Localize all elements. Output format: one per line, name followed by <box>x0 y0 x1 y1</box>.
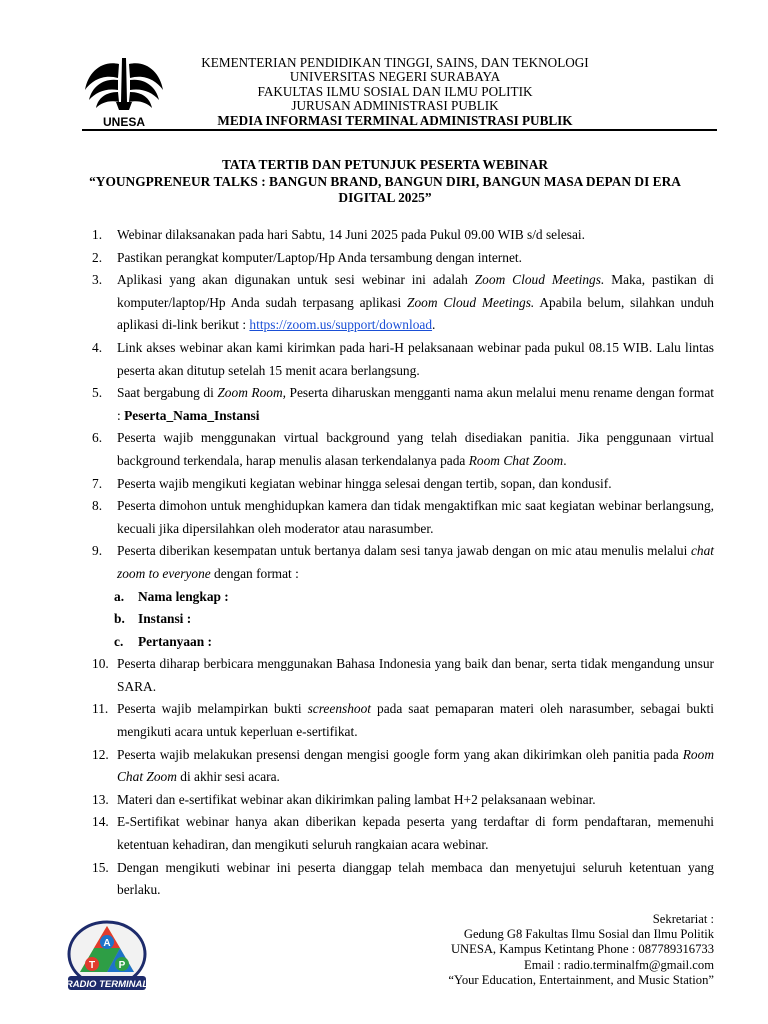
sub-item <box>92 608 714 631</box>
sub-item <box>92 631 714 654</box>
item-number: 12. <box>92 746 109 762</box>
item-number: 2. <box>92 249 103 265</box>
logo-letter: A <box>103 938 111 949</box>
logo-label: RADIO TERMINAL <box>65 979 149 990</box>
sub-item-letter: a. <box>114 588 125 604</box>
header-line: FAKULTAS ILMU SOSIAL DAN ILMU POLITIK <box>257 83 533 99</box>
list-item <box>92 653 714 698</box>
item-number: 14. <box>92 814 109 830</box>
item-number: 1. <box>92 227 103 242</box>
item-number: 11. <box>92 701 109 717</box>
list-item <box>92 857 714 902</box>
list-item <box>92 473 714 496</box>
text-run: Apabila belum, silahkan unduh aplikasi di-link berikut : <box>117 294 715 333</box>
title-line-2: “YOUNGPRENEUR TALKS : BANGUN BRAND, BANGUN DIRI, BANGUN MASA DEPAN DI ERA DIGITAL 2025” <box>89 173 681 205</box>
item-number: 9. <box>92 543 103 559</box>
item-text: Materi dan e-sertifikat webinar akan dikirimkan paling lambat H+2 pelaksanaan webinar. <box>117 791 596 807</box>
header-divider <box>82 129 717 131</box>
item-number: 10. <box>92 656 109 672</box>
item-number: 7. <box>92 475 103 491</box>
header-line: KEMENTERIAN PENDIDIKAN TINGGI, SAINS, DAN TEKNOLOGI <box>201 55 589 70</box>
item-text: Pastikan perangkat komputer/Laptop/Hp Anda tersambung dengan internet. <box>117 249 522 265</box>
text-run-italic: screenshoot <box>307 701 372 717</box>
text-run-italic: chat zoom to everyone <box>117 543 714 581</box>
item-text: E-Sertifikat webinar hanya akan diberikan kepada peserta yang terdaftar di form pendaftaran, memenuhi ketentuan kehadiran, dan mengikuti seluruh rangkaian acara webinar. <box>117 814 714 853</box>
sub-item-text: Nama lengkap : <box>138 588 229 604</box>
item-text: Webinar dilaksanakan pada hari Sabtu, 14 Juni 2025 pada Pukul 09.00 WIB s/d selesai. <box>117 227 585 242</box>
footer-line: “Your Education, Entertainment, and Music Station” <box>448 972 714 987</box>
footer-line: Email : radio.terminalfm@gmail.com <box>524 957 714 972</box>
logo-letter: T <box>88 960 96 971</box>
item-text: Dengan mengikuti webinar ini peserta dianggap telah membaca dan menyetujui seluruh ketentuan yang berlaku. <box>117 859 714 898</box>
item-text <box>117 540 714 585</box>
item-number: 6. <box>92 430 103 446</box>
secretariat-block <box>448 912 714 988</box>
item-number: 4. <box>92 339 103 355</box>
letterhead <box>0 52 768 132</box>
item-text: Link akses webinar akan kami kirimkan pada hari-H pelaksanaan webinar pada pukul 08.15 WIB. Lalu lintas peserta akan ditutup setelah 15 menit acara berlangsung. <box>117 339 714 378</box>
rules-list <box>92 224 714 902</box>
text-run: . <box>563 452 567 468</box>
item-number: 15. <box>92 859 109 875</box>
document-title <box>60 157 710 207</box>
list-item <box>92 811 714 856</box>
item-text <box>117 382 714 427</box>
list-item <box>92 744 714 789</box>
text-run: dengan format : <box>210 565 299 581</box>
sub-item-text: Pertanyaan : <box>138 633 213 649</box>
text-run: Aplikasi yang akan digunakan untuk sesi webinar ini adalah <box>117 272 475 288</box>
text-run-italic: Room Chat Zoom <box>468 452 564 468</box>
text-run: Peserta diberikan kesempatan untuk bertanya dalam sesi tanya jawab dengan on mic atau menulis melalui <box>117 543 691 559</box>
logo-letter: P <box>118 960 126 971</box>
text-run: di akhir sesi acara. <box>176 769 280 785</box>
footer-line: Sekretariat : <box>652 912 714 926</box>
text-run: Peserta wajib menggunakan virtual background yang telah disediakan panitia. Jika penggunaan virtual background terkendala, harap menulis alasan terkendalanya pada <box>117 430 714 468</box>
list-item <box>92 495 714 540</box>
item-text <box>117 427 714 472</box>
item-number: 8. <box>92 498 103 514</box>
header-line: UNIVERSITAS NEGERI SURABAYA <box>289 69 501 85</box>
item-number: 5. <box>92 385 103 401</box>
footer-line: UNESA, Kampus Ketintang Phone : 087789316733 <box>450 942 714 957</box>
radio-terminal-logo <box>62 918 152 996</box>
list-item <box>92 224 714 247</box>
item-number: 3. <box>92 272 103 288</box>
text-run-italic: Room Chat Zoom <box>117 746 714 785</box>
text-run: Peserta wajib melampirkan bukti <box>117 701 308 717</box>
unesa-logo <box>82 52 166 130</box>
list-item <box>92 789 714 812</box>
text-run-italic: Zoom Cloud Meetings. <box>474 272 605 288</box>
text-run-italic: Zoom Cloud Meetings. <box>407 294 535 310</box>
header-line: JURUSAN ADMINISTRASI PUBLIK <box>291 98 499 114</box>
institution-block <box>190 56 600 128</box>
list-item <box>92 247 714 270</box>
text-run: Maka, pastikan di komputer/laptop/Hp Anda sudah terpasang aplikasi <box>117 272 714 310</box>
item-text <box>117 269 714 337</box>
list-item <box>92 382 714 427</box>
list-item <box>92 698 714 743</box>
item-text <box>117 744 714 789</box>
item-number: 13. <box>92 791 109 807</box>
footer-line: Gedung G8 Fakultas Ilmu Sosial dan Ilmu Politik <box>463 927 714 942</box>
sub-item-letter: c. <box>114 633 124 649</box>
item-text <box>117 698 714 743</box>
text-run: Peserta diharuskan mengganti nama akun melalui menu rename dengan format : <box>117 385 714 423</box>
list-item <box>92 540 714 585</box>
sub-item-letter: b. <box>114 611 125 627</box>
list-item <box>92 269 714 337</box>
list-item <box>92 427 714 472</box>
header-subtitle: MEDIA INFORMASI TERMINAL ADMINISTRASI PUBLIK <box>217 112 573 128</box>
zoom-download-link[interactable]: https://zoom.us/support/download <box>249 317 433 333</box>
text-run: Peserta wajib melakukan presensi dengan mengisi google form yang akan dikirimkan oleh panitia pada <box>117 746 683 762</box>
list-item <box>92 337 714 382</box>
logo-label: UNESA <box>102 115 146 129</box>
item-text: Peserta wajib mengikuti kegiatan webinar hingga selesai dengan tertib, sopan, dan kondusif. <box>117 475 612 491</box>
sub-item <box>92 586 714 609</box>
text-run: pada saat pemaparan materi oleh narasumber, sebagai bukti mengikuti acara untuk keperluan e-sertifikat. <box>117 701 714 740</box>
sub-item-text: Instansi : <box>138 611 192 627</box>
title-line-1: TATA TERTIB DAN PETUNJUK PESERTA WEBINAR <box>221 157 549 172</box>
text-run: . <box>432 317 436 333</box>
item-text: Peserta diharap berbicara menggunakan Bahasa Indonesia yang baik dan benar, serta tidak mengandung unsur SARA. <box>117 656 714 694</box>
text-run-bold: Peserta_Nama_Instansi <box>124 407 260 423</box>
item-text: Peserta dimohon untuk menghidupkan kamera dan tidak mengaktifkan mic saat kegiatan webinar berlangsung, kecuali jika dipersilahkan oleh moderator atau narasumber. <box>117 498 714 536</box>
text-run: Saat bergabung di <box>117 385 218 401</box>
text-run-italic: Zoom Room, <box>217 385 286 401</box>
